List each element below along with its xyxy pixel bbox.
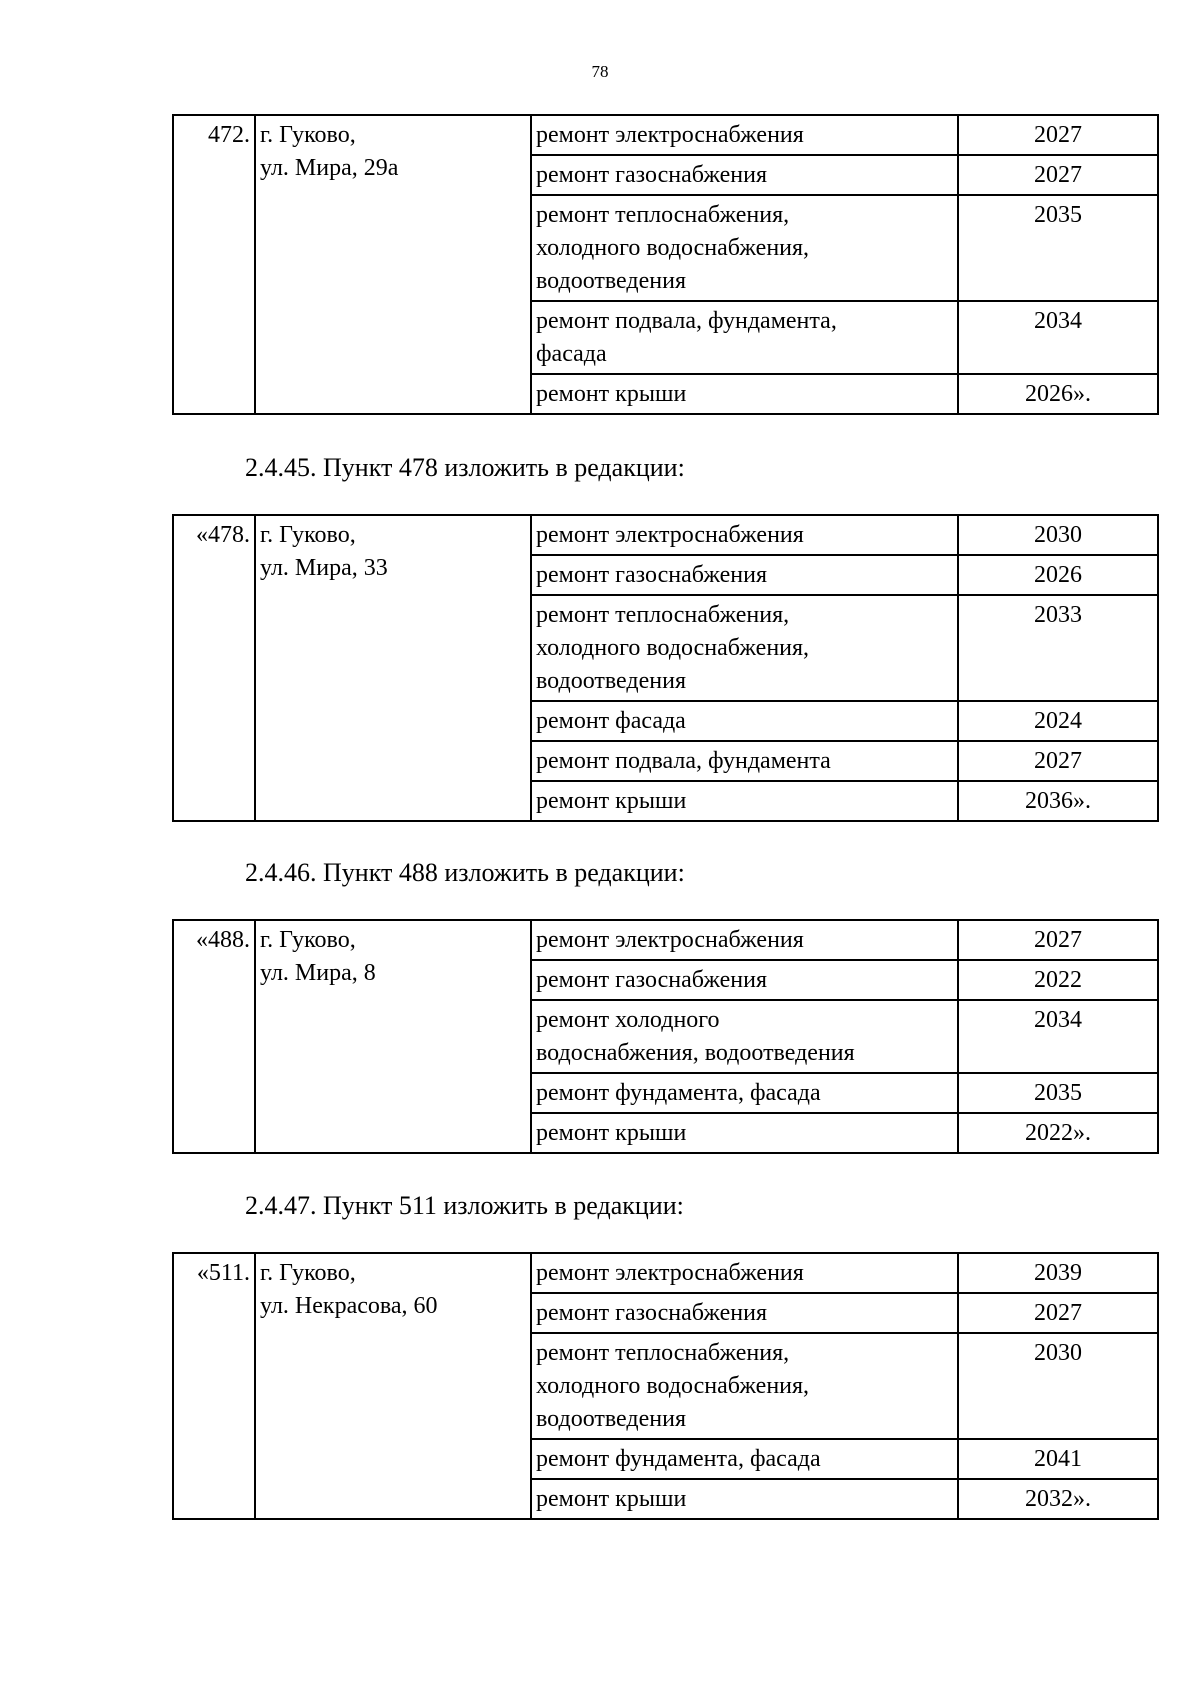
item-number: 472. xyxy=(173,115,255,414)
work-type-line: ремонт фасада xyxy=(536,708,686,734)
page-number: 78 xyxy=(591,62,609,81)
year-cell: 2027 xyxy=(958,741,1158,781)
year-cell: 2027 xyxy=(958,1293,1158,1333)
address-city: г. Гуково, xyxy=(260,927,356,953)
work-type-line: ремонт электроснабжения xyxy=(536,927,804,953)
work-type-line: фасада xyxy=(536,341,607,367)
work-type-cell xyxy=(531,595,958,701)
address-street: ул. Мира, 8 xyxy=(260,960,376,986)
year-cell: 2034 xyxy=(958,301,1158,374)
work-type-line: ремонт подвала, фундамента xyxy=(536,748,831,774)
repair-schedule-table-511 xyxy=(172,1252,1159,1520)
work-type-line: ремонт крыши xyxy=(536,1486,687,1512)
work-type-line: водоотведения xyxy=(536,268,686,294)
table-row xyxy=(173,920,1158,960)
year-cell: 2034 xyxy=(958,1000,1158,1073)
section-heading-2-4-47: 2.4.47. Пункт 511 изложить в редакции: xyxy=(245,1191,684,1220)
work-type-line: ремонт фундамента, фасада xyxy=(536,1080,821,1106)
work-type-cell xyxy=(531,1439,958,1479)
year-cell: 2032». xyxy=(958,1479,1158,1519)
work-type-line: ремонт газоснабжения xyxy=(536,967,768,993)
work-type-line: холодного водоснабжения, xyxy=(536,1373,810,1399)
address-cell xyxy=(255,115,531,414)
work-type-line: ремонт подвала, фундамента, xyxy=(536,308,837,334)
work-type-cell xyxy=(531,515,958,555)
work-type-cell xyxy=(531,920,958,960)
year-cell: 2022». xyxy=(958,1113,1158,1153)
year-cell: 2027 xyxy=(958,155,1158,195)
item-number: «478. xyxy=(173,515,255,821)
work-type-line: ремонт теплоснабжения, xyxy=(536,1340,790,1366)
section-heading-2-4-46: 2.4.46. Пункт 488 изложить в редакции: xyxy=(245,858,685,887)
work-type-cell xyxy=(531,155,958,195)
year-cell: 2030 xyxy=(958,515,1158,555)
year-cell: 2033 xyxy=(958,595,1158,701)
work-type-cell xyxy=(531,374,958,414)
address-cell xyxy=(255,920,531,1153)
work-type-line: ремонт электроснабжения xyxy=(536,522,804,548)
item-number: «511. xyxy=(173,1253,255,1519)
work-type-cell xyxy=(531,701,958,741)
address-city: г. Гуково, xyxy=(260,122,356,148)
address-street: ул. Мира, 29а xyxy=(260,155,399,181)
work-type-cell xyxy=(531,1293,958,1333)
work-type-cell xyxy=(531,1000,958,1073)
year-cell: 2026 xyxy=(958,555,1158,595)
work-type-line: ремонт электроснабжения xyxy=(536,1260,804,1286)
item-number: «488. xyxy=(173,920,255,1153)
work-type-cell xyxy=(531,115,958,155)
work-type-line: ремонт электроснабжения xyxy=(536,122,804,148)
work-type-cell xyxy=(531,1333,958,1439)
work-type-line: ремонт теплоснабжения, xyxy=(536,602,790,628)
work-type-cell xyxy=(531,1073,958,1113)
repair-schedule-table-472 xyxy=(172,114,1159,415)
year-cell: 2036». xyxy=(958,781,1158,821)
work-type-line: холодного водоснабжения, xyxy=(536,635,810,661)
year-cell: 2026». xyxy=(958,374,1158,414)
work-type-line: ремонт холодного xyxy=(536,1007,720,1033)
table-row xyxy=(173,1253,1158,1293)
section-heading-2-4-45: 2.4.45. Пункт 478 изложить в редакции: xyxy=(245,453,685,482)
work-type-cell xyxy=(531,1253,958,1293)
work-type-line: ремонт крыши xyxy=(536,1120,687,1146)
work-type-line: ремонт газоснабжения xyxy=(536,162,768,188)
address-cell xyxy=(255,1253,531,1519)
work-type-cell xyxy=(531,555,958,595)
work-type-cell xyxy=(531,960,958,1000)
year-cell: 2035 xyxy=(958,195,1158,301)
year-cell: 2041 xyxy=(958,1439,1158,1479)
work-type-cell xyxy=(531,1479,958,1519)
address-street: ул. Некрасова, 60 xyxy=(260,1293,438,1319)
year-cell: 2027 xyxy=(958,115,1158,155)
address-city: г. Гуково, xyxy=(260,522,356,548)
work-type-line: ремонт газоснабжения xyxy=(536,562,768,588)
year-cell: 2030 xyxy=(958,1333,1158,1439)
year-cell: 2035 xyxy=(958,1073,1158,1113)
work-type-cell xyxy=(531,741,958,781)
repair-schedule-table-478 xyxy=(172,514,1159,822)
address-cell xyxy=(255,515,531,821)
work-type-line: водоотведения xyxy=(536,1406,686,1432)
work-type-line: водоснабжения, водоотведения xyxy=(536,1040,855,1066)
work-type-line: ремонт крыши xyxy=(536,788,687,814)
work-type-line: ремонт газоснабжения xyxy=(536,1300,768,1326)
work-type-line: ремонт теплоснабжения, xyxy=(536,202,790,228)
work-type-cell xyxy=(531,1113,958,1153)
table-row xyxy=(173,115,1158,155)
year-cell: 2039 xyxy=(958,1253,1158,1293)
table-row xyxy=(173,515,1158,555)
work-type-line: водоотведения xyxy=(536,668,686,694)
work-type-cell xyxy=(531,781,958,821)
year-cell: 2022 xyxy=(958,960,1158,1000)
work-type-cell xyxy=(531,301,958,374)
year-cell: 2027 xyxy=(958,920,1158,960)
year-cell: 2024 xyxy=(958,701,1158,741)
address-city: г. Гуково, xyxy=(260,1260,356,1286)
work-type-line: ремонт крыши xyxy=(536,381,687,407)
work-type-line: ремонт фундамента, фасада xyxy=(536,1446,821,1472)
work-type-line: холодного водоснабжения, xyxy=(536,235,810,261)
repair-schedule-table-488 xyxy=(172,919,1159,1154)
address-street: ул. Мира, 33 xyxy=(260,555,388,581)
work-type-cell xyxy=(531,195,958,301)
